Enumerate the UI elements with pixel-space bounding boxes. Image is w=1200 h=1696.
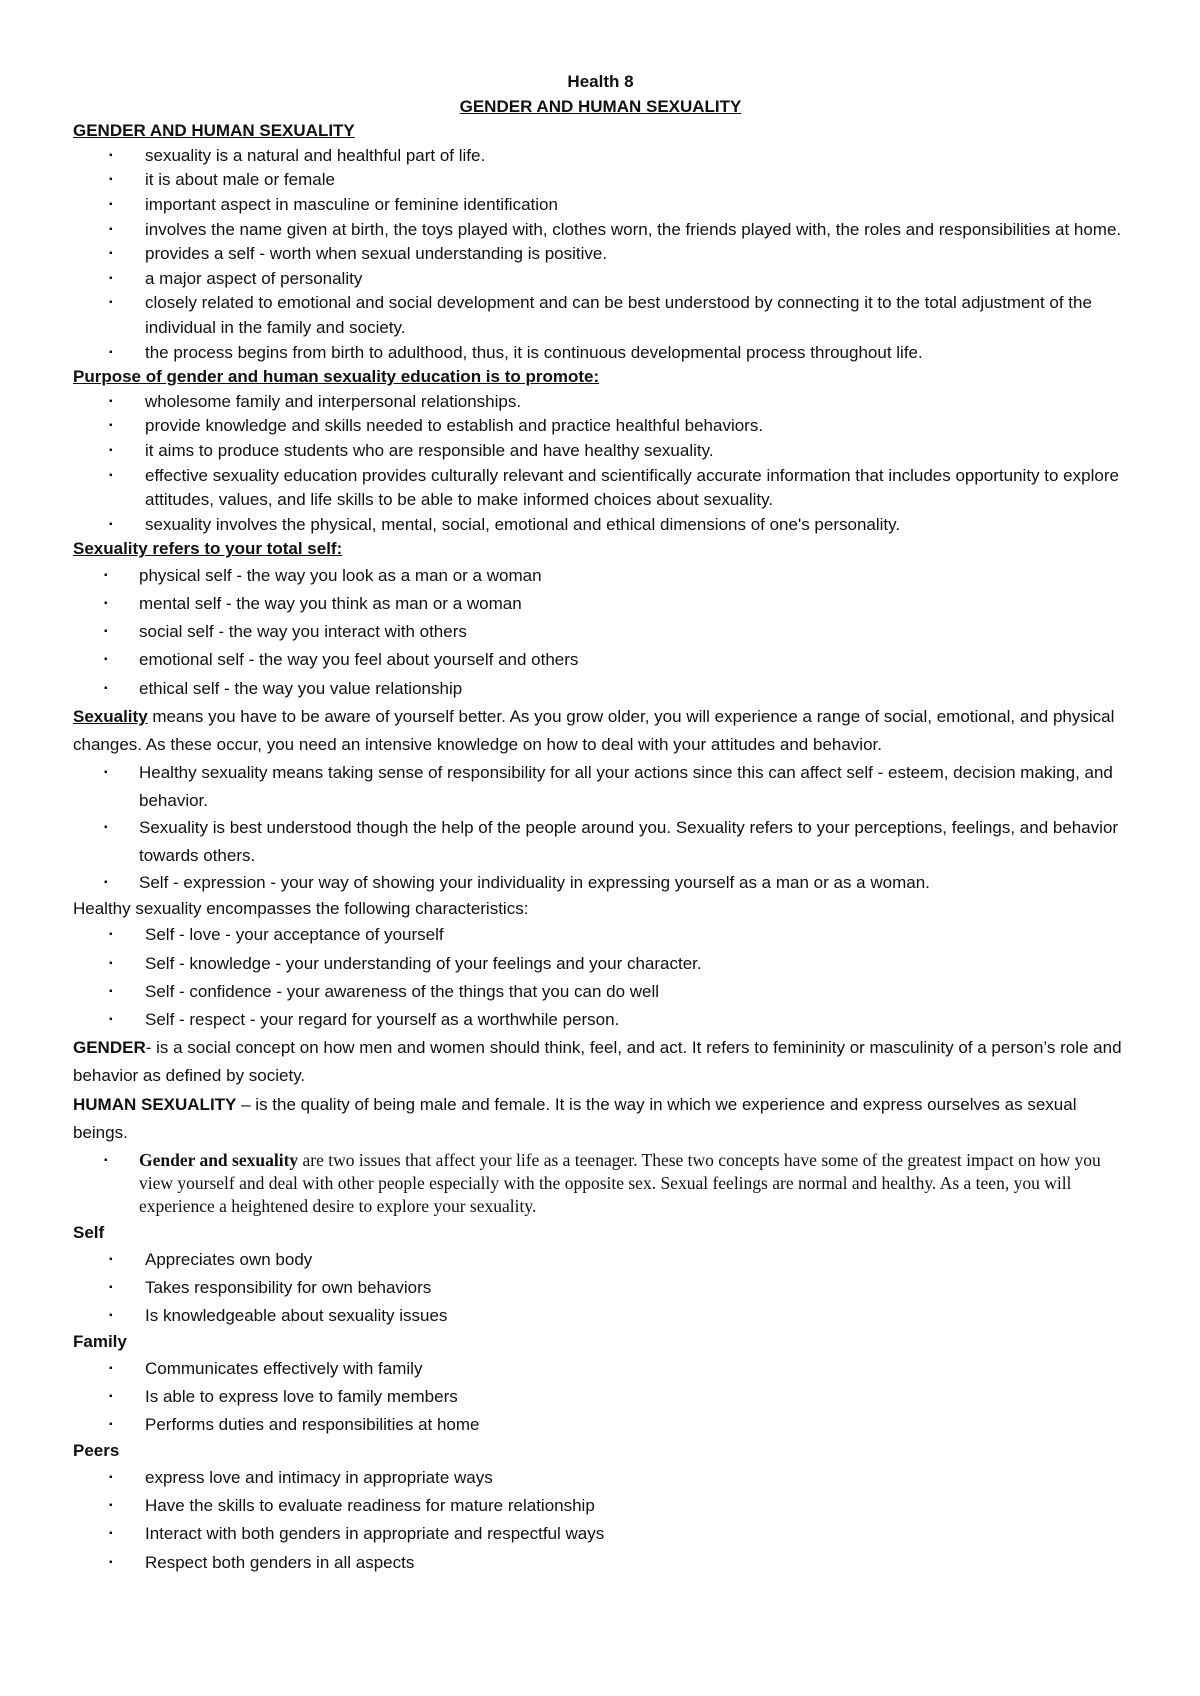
sexuality-text: means you have to be aware of yourself better. As you grow older, you will experience a range of social, emotional, and physical changes. As these occur, you need an intensive knowledge on how to deal with your attitudes and behavior. — [73, 706, 1115, 755]
human-sexuality-definition — [73, 1091, 1128, 1147]
teen-term: Gender and sexuality — [139, 1150, 299, 1171]
list-item: ▪ closely related to emotional and social development and can be best understood by connecting it to the total adjustment of the individual in the family and society. — [73, 291, 1128, 340]
list-item: ▪ Is able to express love to family members — [73, 1383, 1128, 1411]
list-item: ▪ Have the skills to evaluate readiness for mature relationship — [73, 1492, 1128, 1520]
list-item: ▪ express love and intimacy in appropriate ways — [73, 1464, 1128, 1492]
list-item: ▪ Appreciates own body — [73, 1246, 1128, 1274]
purpose-list — [73, 390, 1128, 538]
teen-paragraph — [73, 1149, 1128, 1218]
peers-list — [73, 1464, 1128, 1577]
family-list — [73, 1355, 1128, 1440]
list-item: ▪ effective sexuality education provides culturally relevant and scientifically accurate information that includes opportunity to explore attitudes, values, and life skills to be able to make informed choices about sexuality. — [73, 464, 1128, 513]
list-item: ▪ provides a self - worth when sexual understanding is positive. — [73, 242, 1128, 267]
list-item: ▪ mental self - the way you think as man or a woman — [73, 590, 1128, 618]
list-item: ▪ provide knowledge and skills needed to establish and practice healthful behaviors. — [73, 414, 1128, 439]
list-item: ▪ sexuality is a natural and healthful part of life. — [73, 144, 1128, 169]
list-item: ▪ Interact with both genders in appropriate and respectful ways — [73, 1520, 1128, 1548]
self-heading: Self — [73, 1223, 105, 1243]
list-item: ▪ Is knowledgeable about sexuality issues — [73, 1302, 1128, 1330]
gender-list — [73, 144, 1128, 365]
family-heading: Family — [73, 1332, 127, 1352]
sexuality-term: Sexuality — [73, 706, 148, 726]
list-item: ▪ Self - expression - your way of showing your individuality in expressing yourself as a man or as a woman. — [73, 869, 1128, 897]
section-heading-purpose: Purpose of gender and human sexuality education is to promote: — [73, 367, 600, 387]
list-item: ▪ Sexuality is best understood though the help of the people around you. Sexuality refers to your perceptions, feelings, and behavior towards others. — [73, 814, 1128, 869]
list-item: ▪ the process begins from birth to adulthood, thus, it is continuous developmental process throughout life. — [73, 341, 1128, 366]
peers-heading: Peers — [73, 1441, 120, 1461]
list-item: ▪ Self - knowledge - your understanding of your feelings and your character. — [73, 950, 1128, 978]
list-item: ▪ Respect both genders in all aspects — [73, 1549, 1128, 1577]
human-sexuality-text: – is the quality of being male and female. It is the way in which we experience and express ourselves as sexual beings. — [73, 1094, 1077, 1142]
list-item: ▪ it aims to produce students who are responsible and have healthy sexuality. — [73, 439, 1128, 464]
healthy-intro: Healthy sexuality encompasses the following characteristics: — [73, 898, 529, 918]
gender-term: GENDER — [73, 1038, 146, 1058]
list-item: ▪ Healthy sexuality means taking sense of responsibility for all your actions since this can affect self - esteem, decision making, and behavior. — [73, 759, 1128, 814]
healthy-characteristics-list — [73, 921, 1128, 1034]
list-item: ▪ Performs duties and responsibilities at home — [73, 1411, 1128, 1439]
gender-definition — [73, 1034, 1128, 1090]
list-item: ▪ social self - the way you interact with others — [73, 618, 1128, 646]
sexuality-paragraph — [73, 703, 1128, 759]
list-item: ▪ Self - love - your acceptance of yourself — [73, 921, 1128, 949]
list-item: ▪ Self - confidence - your awareness of the things that you can do well — [73, 978, 1128, 1006]
list-item: ▪ Takes responsibility for own behaviors — [73, 1274, 1128, 1302]
list-item: ▪ Self - respect - your regard for yourself as a worthwhile person. — [73, 1006, 1128, 1034]
list-item: ▪ physical self - the way you look as a man or a woman — [73, 562, 1128, 590]
main-title: GENDER AND HUMAN SEXUALITY — [459, 96, 742, 116]
list-item: ▪ involves the name given at birth, the toys played with, clothes worn, the friends played with, the roles and responsibilities at home. — [73, 218, 1128, 243]
list-item: ▪ emotional self - the way you feel about yourself and others — [73, 646, 1128, 674]
teen-text: are two issues that affect your life as a teenager. These two concepts have some of the greatest impact on how you view yourself and deal with other people especially with the opposite sex. Sexual feelings are normal and healthy. As a teen, you will experience a heightened desire to explore your sexuality. — [139, 1150, 1101, 1217]
list-item: ▪ wholesome family and interpersonal relationships. — [73, 390, 1128, 415]
list-item: ▪ sexuality involves the physical, mental, social, emotional and ethical dimensions of one's personality. — [73, 513, 1128, 538]
subject-title: Health 8 — [567, 72, 634, 91]
list-item: ▪ important aspect in masculine or feminine identification — [73, 193, 1128, 218]
healthy-sexuality-notes — [73, 759, 1128, 897]
human-sexuality-term: HUMAN SEXUALITY — [73, 1094, 237, 1114]
section-heading-total-self: Sexuality refers to your total self: — [73, 539, 343, 559]
list-item: ▪ it is about male or female — [73, 168, 1128, 193]
section-heading-gender: GENDER AND HUMAN SEXUALITY — [73, 121, 355, 141]
list-item: ▪ a major aspect of personality — [73, 267, 1128, 292]
gender-text: - is a social concept on how men and women should think, feel, and act. It refers to femininity or masculinity of a person’s role and behavior as defined by society. — [73, 1038, 1122, 1086]
list-item: ▪ ethical self - the way you value relationship — [73, 675, 1128, 703]
total-self-list — [73, 562, 1128, 703]
list-item: ▪ Communicates effectively with family — [73, 1355, 1128, 1383]
self-list — [73, 1246, 1128, 1331]
